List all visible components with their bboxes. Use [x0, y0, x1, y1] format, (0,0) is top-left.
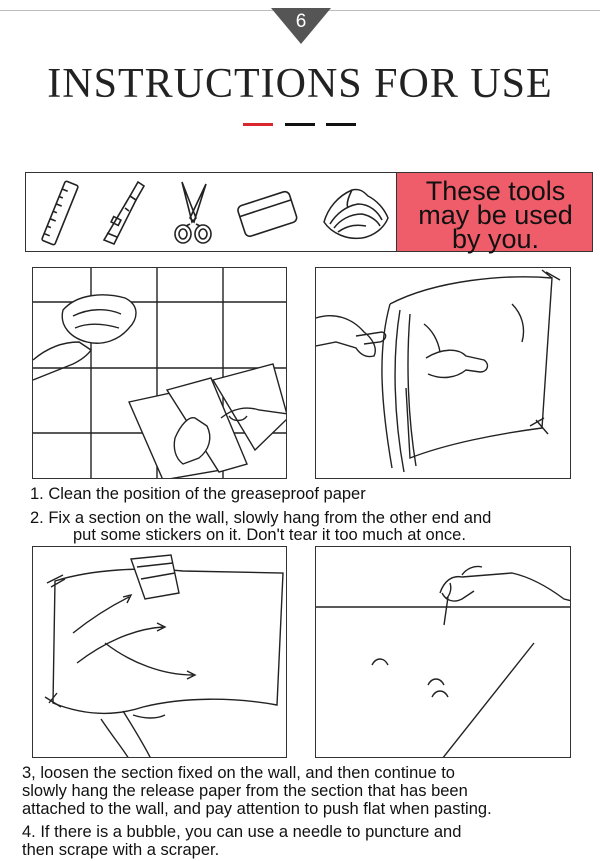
title-accent-red [243, 123, 273, 126]
step-2-text-line-2: put some stickers on it. Don't tear it too much at once. [73, 526, 466, 544]
illustration-clean-wall [32, 267, 287, 479]
tools-note-line-2: may be used [418, 200, 573, 230]
step-3-text-line-1: 3, loosen the section fixed on the wall, and then continue to [22, 764, 455, 782]
step-3-text-line-2: slowly hang the release paper from the section that has been [22, 782, 468, 800]
tools-note-line-1: These tools [425, 176, 566, 206]
illustration-hang-paper [315, 267, 571, 479]
ruler-icon [38, 178, 82, 248]
card-scraper-icon [232, 178, 302, 248]
step-2-text-line-1: 2. Fix a section on the wall, slowly hang from the other end and [30, 509, 492, 527]
title-accent-black-2 [326, 123, 356, 126]
cloth-icon [318, 178, 394, 248]
step-4-text-line-2: then scrape with a scraper. [22, 841, 220, 859]
tools-note-line-3: by you. [451, 224, 540, 254]
step-number: 6 [295, 11, 307, 32]
title-accent-black-1 [285, 123, 315, 126]
step-4-text-line-1: 4. If there is a bubble, you can use a needle to puncture and [22, 823, 462, 841]
page-title: INSTRUCTIONS FOR USE [47, 61, 553, 107]
scissors-icon [168, 178, 218, 250]
illustration-needle-bubble [315, 546, 571, 758]
illustration-smooth-paper [32, 546, 287, 758]
step-1-text: 1. Clean the position of the greaseproof paper [30, 485, 366, 503]
step-3-text-line-3: attached to the wall, and pay attention to push flat when pasting. [22, 800, 492, 818]
tools-note [396, 172, 593, 252]
utility-knife-icon [98, 178, 148, 250]
